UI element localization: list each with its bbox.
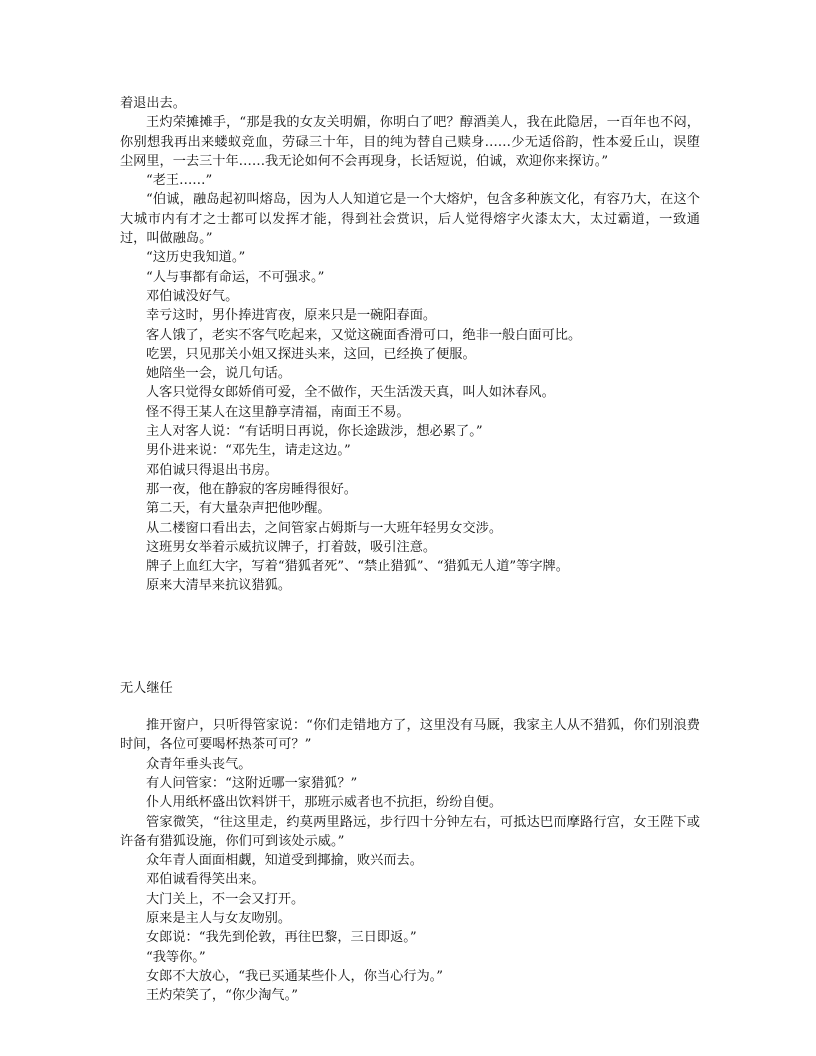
paragraph: 邓伯诚没好气。	[146, 288, 239, 304]
section-gap	[120, 596, 700, 679]
paragraph: 原来是主人与女友吻别。	[146, 910, 292, 926]
paragraph: “我等你。”	[146, 949, 206, 965]
document-page	[120, 94, 700, 1005]
paragraph: 幸亏这时，男仆捧进宵夜，原来只是一碗阳春面。	[146, 308, 437, 324]
paragraph: 女郎说：“我先到伦敦，再往巴黎，三日即返。”	[146, 930, 417, 946]
chapter-title: 无人继任	[120, 680, 173, 696]
paragraph: 从二楼窗口看出去，之间管家占姆斯与一大班年轻男女交涉。	[146, 520, 503, 536]
paragraph: 邓伯诚只得退出书房。	[146, 462, 278, 478]
section-body-1	[120, 94, 700, 596]
paragraph: “这历史我知道。”	[146, 250, 246, 266]
paragraph: “人与事都有命运，不可强求。”	[146, 269, 325, 285]
paragraph: 怪不得王某人在这里静享清福，南面王不易。	[146, 404, 410, 420]
paragraph: 第二天，有大量杂声把他吵醒。	[146, 501, 331, 517]
paragraph: 管家微笑，“往这里走，约莫两里路远，步行四十分钟左右，可抵达巴而摩路行宫，女王陛下或许备有猎狐设施，你们可到该处示威。”	[120, 814, 700, 849]
section-body-2	[120, 716, 700, 1005]
paragraph: 她陪坐一会，说几句话。	[146, 366, 292, 382]
paragraph: 原来大清早来抗议猎狐。	[146, 578, 292, 594]
paragraph: 吃罢，只见那关小姐又探进头来，这回，已经换了便服。	[146, 346, 476, 362]
paragraph: 女郎不大放心，“我已买通某些仆人，你当心行为。”	[146, 968, 444, 984]
paragraph: 客人饿了，老实不客气吃起来，又觉这碗面香滑可口，绝非一般白面可比。	[146, 327, 582, 343]
paragraph: 人客只觉得女郎娇俏可爱，全不做作，天生活泼天真，叫人如沐春风。	[146, 385, 555, 401]
paragraph: 大门关上，不一会又打开。	[146, 891, 305, 907]
paragraph: 着退出去。	[120, 96, 186, 111]
paragraph: 牌子上血红大字，写着“猎狐者死”、“禁止猎狐”、“猎狐无人道”等字牌。	[146, 559, 569, 575]
paragraph: 有人问管家：“这附近哪一家猎狐？”	[146, 775, 358, 791]
paragraph: 仆人用纸杯盛出饮料饼干，那班示威者也不抗拒，纷纷自便。	[146, 795, 503, 811]
paragraph: 这班男女举着示威抗议牌子，打着鼓，吸引注意。	[146, 539, 437, 555]
paragraph: 男仆进来说：“邓先生，请走这边。”	[146, 443, 351, 459]
paragraph: 主人对客人说：“有话明日再说，你长途跋涉，想必累了。”	[146, 424, 483, 440]
paragraph: 推开窗户，只听得管家说：“你们走错地方了，这里没有马厩，我家主人从不猎狐，你们别浪费时间，各位可要喝杯热茶可可？”	[120, 718, 700, 753]
paragraph: 王灼荣笑了，“你少淘气。”	[146, 988, 298, 1004]
paragraph: 众年青人面面相觑，知道受到揶揄，败兴而去。	[146, 853, 423, 869]
paragraph: “伯诚，融岛起初叫熔岛，因为人人知道它是一个大熔炉，包含多种族文化，有容乃大，在这个大城市内有才之士都可以发挥才能，得到社会赏识，后人觉得熔字火漆太大，太过霸道，一致通过，叫做融岛。”	[120, 192, 700, 247]
paragraph: 那一夜，他在静寂的客房睡得很好。	[146, 481, 357, 497]
paragraph: 王灼荣摊摊手，“那是我的女友关明媚，你明白了吧？醇酒美人，我在此隐居，一百年也不闷，你别想我再出来蝼蚁竞血，劳碌三十年，目的纯为替自己赎身……少无适俗韵，性本爱丘山，误堕尘网里，一去三十年……我无论如何不会再现身，长话短说，伯诚，欢迎你来探访。”	[120, 115, 700, 169]
paragraph: 邓伯诚看得笑出来。	[146, 872, 265, 888]
paragraph: 众青年垂头丧气。	[146, 756, 252, 772]
paragraph: “老王……”	[146, 173, 213, 189]
title-gap	[120, 698, 700, 716]
